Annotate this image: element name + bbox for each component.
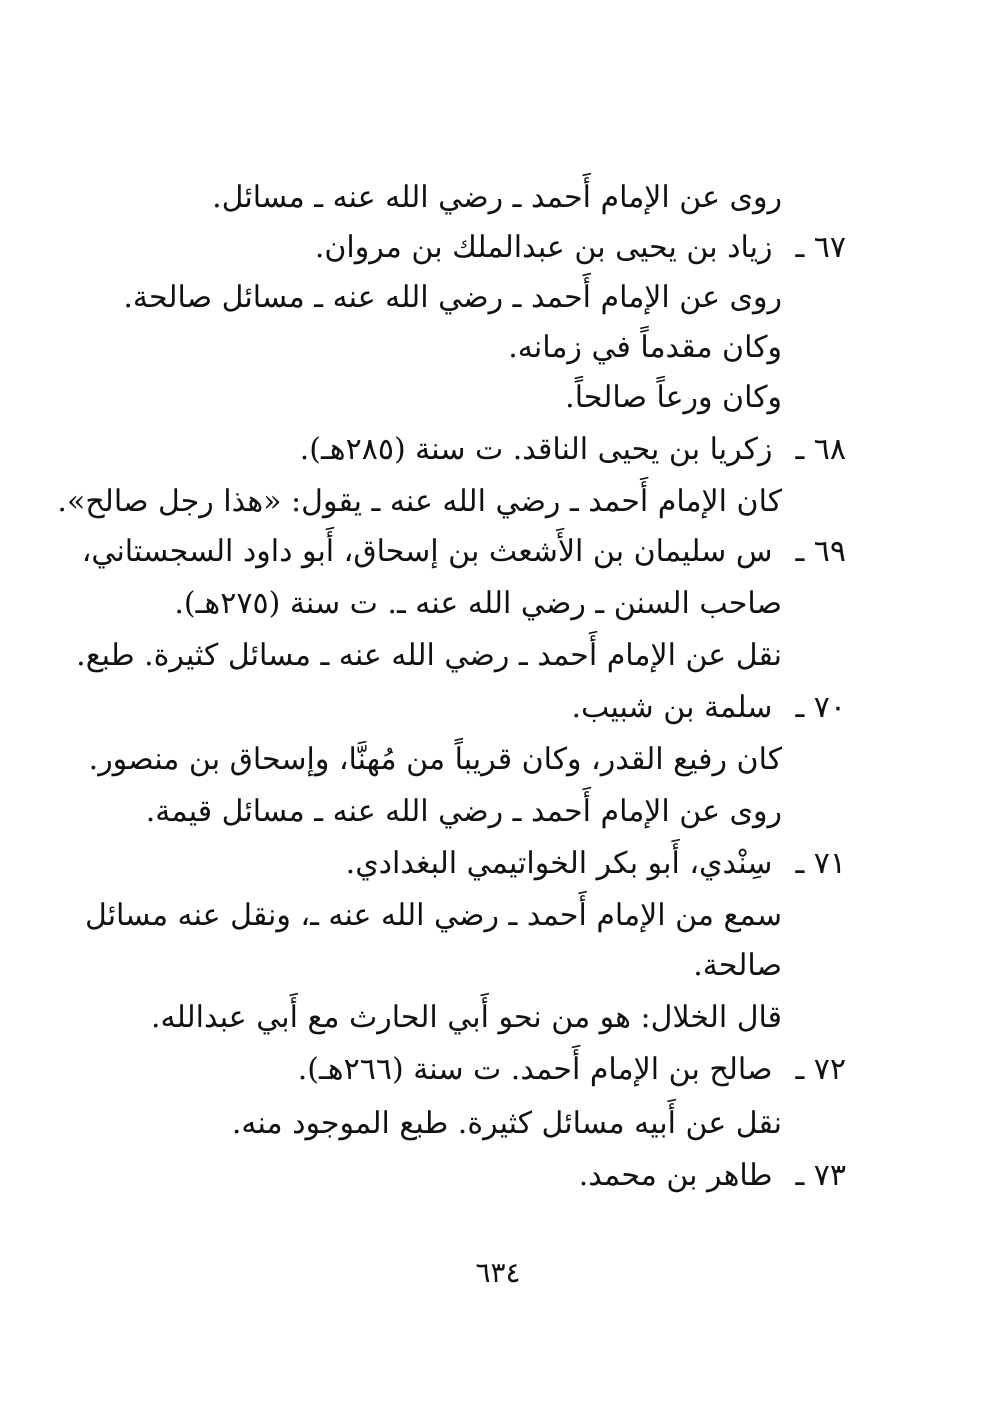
- entry-73: [579, 1156, 846, 1196]
- text-line: سمع من الإمام أَحمد ـ رضي الله عنه ـ، ونقل عنه مسائل: [84, 898, 782, 933]
- text-line: روى عن الإمام أَحمد ـ رضي الله عنه ـ مسائل صالحة.: [123, 280, 782, 315]
- text-line: كان رفيع القدر، وكان قريباً من مُهنَّا، وإسحاق بن منصور.: [88, 742, 782, 777]
- text-line: نقل عن أَبيه مسائل كثيرة. طبع الموجود منه.: [231, 1106, 782, 1141]
- entry-number: ٦٧ ـ: [795, 230, 846, 265]
- text-line: صاحب السنن ـ رضي الله عنه ـ. ت سنة (٢٧٥هـ).: [174, 586, 782, 621]
- text-line: روى عن الإمام أَحمد ـ رضي الله عنه ـ مسائل.: [212, 180, 782, 215]
- text-line: نقل عن الإمام أَحمد ـ رضي الله عنه ـ مسائل كثيرة. طبع.: [76, 638, 782, 673]
- entry-number: ٦٩ ـ: [795, 534, 846, 569]
- text-line: قال الخلال: هو من نحو أَبي الحارث مع أَبي عبدالله.: [150, 1000, 782, 1035]
- entry-72: [298, 1050, 846, 1090]
- text-line: صالحة.: [693, 948, 782, 983]
- entry-title: زياد بن يحيى بن عبدالملك بن مروان.: [314, 230, 773, 265]
- entry-title: طاهر بن محمد.: [578, 1158, 773, 1193]
- entry-70: [571, 688, 846, 728]
- entry-69: [82, 532, 846, 572]
- entry-title: سلمة بن شبيب.: [571, 690, 773, 725]
- entry-number: ٧١ ـ: [795, 846, 846, 881]
- text-line: وكان مقدماً في زمانه.: [508, 330, 782, 365]
- entry-title: س سليمان بن الأَشعث بن إسحاق، أَبو داود السجستاني،: [81, 534, 773, 569]
- entry-title: صالح بن الإمام أَحمد. ت سنة (٢٦٦هـ).: [297, 1052, 773, 1087]
- entry-68: [300, 430, 846, 470]
- entry-number: ٧٣ ـ: [795, 1158, 846, 1193]
- text-line: وكان ورعاً صالحاً.: [565, 380, 782, 415]
- page-number: ٦٣٤: [475, 1256, 521, 1289]
- entry-title: زكريا بن يحيى الناقد. ت سنة (٢٨٥هـ).: [299, 432, 773, 467]
- entry-number: ٦٨ ـ: [795, 432, 846, 467]
- text-line: روى عن الإمام أَحمد ـ رضي الله عنه ـ مسائل قيمة.: [145, 794, 782, 829]
- text-line: كان الإمام أَحمد ـ رضي الله عنه ـ يقول: «هذا رجل صالح».: [57, 484, 782, 519]
- entry-71: [346, 844, 846, 884]
- entry-number: ٧٠ ـ: [795, 690, 846, 725]
- entry-title: سِنْدي، أَبو بكر الخواتيمي البغدادي.: [345, 846, 773, 881]
- entry-67: [315, 228, 846, 268]
- entry-number: ٧٢ ـ: [795, 1052, 846, 1087]
